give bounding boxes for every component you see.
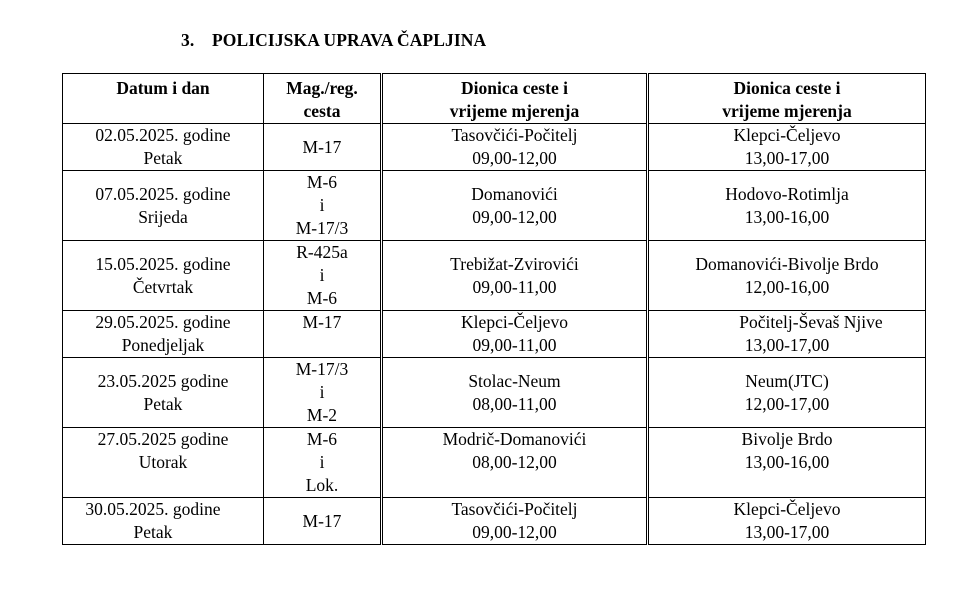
date-cell: 02.05.2025. godine Petak	[63, 124, 264, 171]
header-section-1: Dionica ceste i vrijeme mjerenja	[382, 74, 648, 124]
date-cell: 23.05.2025 godine Petak	[63, 358, 264, 428]
section-1-cell: Tasovčići-Počitelj 09,00-12,00	[382, 498, 648, 545]
section-1-cell: Modrič-Domanovići 08,00-12,00	[382, 428, 648, 498]
table-row	[63, 124, 926, 171]
section-1-cell: Tasovčići-Počitelj 09,00-12,00	[382, 124, 648, 171]
road-cell: M-17	[264, 498, 382, 545]
road-cell: M-17	[264, 124, 382, 171]
road-cell: R-425a i M-6	[264, 241, 382, 311]
date-cell: 30.05.2025. godine Petak	[63, 498, 264, 545]
table-row	[63, 171, 926, 241]
measurement-schedule-table	[62, 73, 926, 545]
section-1-cell: Trebižat-Zvirovići 09,00-11,00	[382, 241, 648, 311]
table-row	[63, 311, 926, 358]
section-1-cell: Klepci-Čeljevo 09,00-11,00	[382, 311, 648, 358]
table-header-row	[63, 74, 926, 124]
road-cell: M-6 i M-17/3	[264, 171, 382, 241]
section-number: 3.	[181, 30, 195, 50]
section-heading	[181, 30, 486, 51]
header-section-2: Dionica ceste i vrijeme mjerenja	[648, 74, 926, 124]
road-cell: M-6 i Lok.	[264, 428, 382, 498]
section-1-cell: Stolac-Neum 08,00-11,00	[382, 358, 648, 428]
date-cell: 29.05.2025. godine Ponedjeljak	[63, 311, 264, 358]
road-cell: M-17	[264, 311, 382, 358]
header-date: Datum i dan	[63, 74, 264, 124]
road-cell: M-17/3 i M-2	[264, 358, 382, 428]
section-2-cell: Domanovići-Bivolje Brdo 12,00-16,00	[648, 241, 926, 311]
table-row	[63, 428, 926, 498]
section-2-cell: Hodovo-Rotimlja 13,00-16,00	[648, 171, 926, 241]
section-1-cell: Domanovići 09,00-12,00	[382, 171, 648, 241]
table-row	[63, 358, 926, 428]
date-cell: 27.05.2025 godine Utorak	[63, 428, 264, 498]
section-title: POLICIJSKA UPRAVA ČAPLJINA	[212, 30, 487, 50]
section-2-cell: Klepci-Čeljevo 13,00-17,00	[648, 498, 926, 545]
table-row	[63, 498, 926, 545]
section-2-cell: Klepci-Čeljevo 13,00-17,00	[648, 124, 926, 171]
section-2-cell: Počitelj-Ševaš Njive 13,00-17,00	[648, 311, 926, 358]
date-cell: 07.05.2025. godine Srijeda	[63, 171, 264, 241]
section-2-cell: Neum(JTC) 12,00-17,00	[648, 358, 926, 428]
header-road: Mag./reg. cesta	[264, 74, 382, 124]
section-2-cell: Bivolje Brdo 13,00-16,00	[648, 428, 926, 498]
date-cell: 15.05.2025. godine Četvrtak	[63, 241, 264, 311]
table-row	[63, 241, 926, 311]
